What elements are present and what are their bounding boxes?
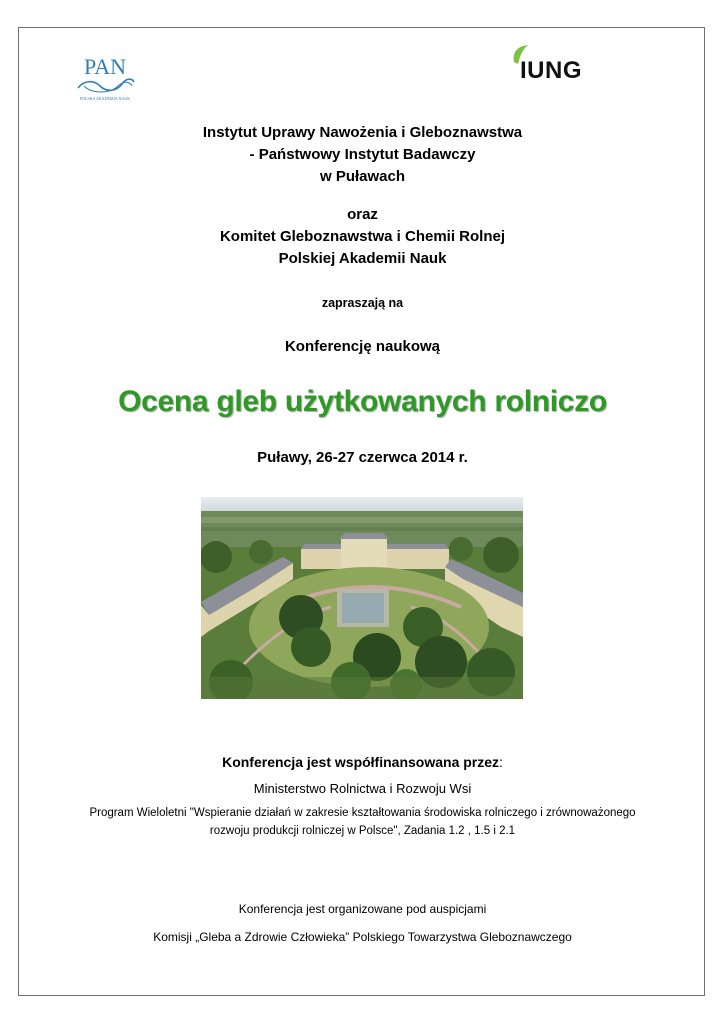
invite-text: zapraszają na	[321, 296, 404, 310]
ministry-name: Ministerstwo Rolnictwa i Rozwoju Wsi	[253, 781, 472, 796]
pan-logo-subtitle: POLSKA AKADEMIA NAUK	[79, 96, 131, 101]
organizers-block-2	[0, 204, 725, 270]
organizer-line-4: Komitet Gleboznawstwa i Chemii Rolnej	[219, 228, 506, 245]
organizer-line-3: w Puławach	[319, 168, 406, 185]
conference-title: Ocena gleb użytkowanych rolniczo	[118, 385, 607, 418]
program-line-2	[0, 822, 725, 840]
palace-aerial-photo	[201, 497, 523, 699]
program-name-2: rozwoju produkcji rolniczej w Polsce	[209, 825, 394, 837]
place-and-date: Puławy, 26-27 czerwca 2014 r.	[257, 449, 468, 466]
organizer-line-2: - Państwowy Instytut Badawczy	[249, 146, 476, 163]
cofinancing-colon: :	[499, 754, 503, 770]
auspices-line-2: Komisji „Gleba a Zdrowie Człowieka” Polskiego Towarzystwa Gleboznawczego	[153, 930, 572, 944]
program-line-1	[0, 804, 725, 822]
iung-logo	[508, 44, 636, 82]
conference-type: Konferencję naukową	[284, 338, 441, 355]
program-prefix: Program Wieloletni "	[89, 807, 194, 819]
auspices-line-1: Konferencja jest organizowane pod auspicjami	[238, 902, 487, 916]
conjunction: oraz	[347, 206, 378, 223]
program-block	[0, 804, 725, 840]
program-name-1: Wspieranie działań w zakresie kształtowania środowiska rolniczego i zrównoważonego	[193, 807, 636, 819]
pan-logo-text: PAN	[84, 54, 126, 79]
pan-logo	[70, 50, 140, 102]
organizers-block-1	[0, 122, 725, 188]
organizer-line-5: Polskiej Akademii Nauk	[278, 250, 447, 267]
cofinancing-label: Konferencja jest współfinansowana przez	[222, 754, 500, 770]
cofinancing-heading	[0, 754, 725, 770]
program-suffix: ", Zadania 1.2 , 1.5 i 2.1	[393, 825, 516, 837]
iung-logo-text: IUNG	[520, 57, 582, 82]
organizer-line-1: Instytut Uprawy Nawożenia i Gleboznawstwa	[202, 124, 523, 141]
